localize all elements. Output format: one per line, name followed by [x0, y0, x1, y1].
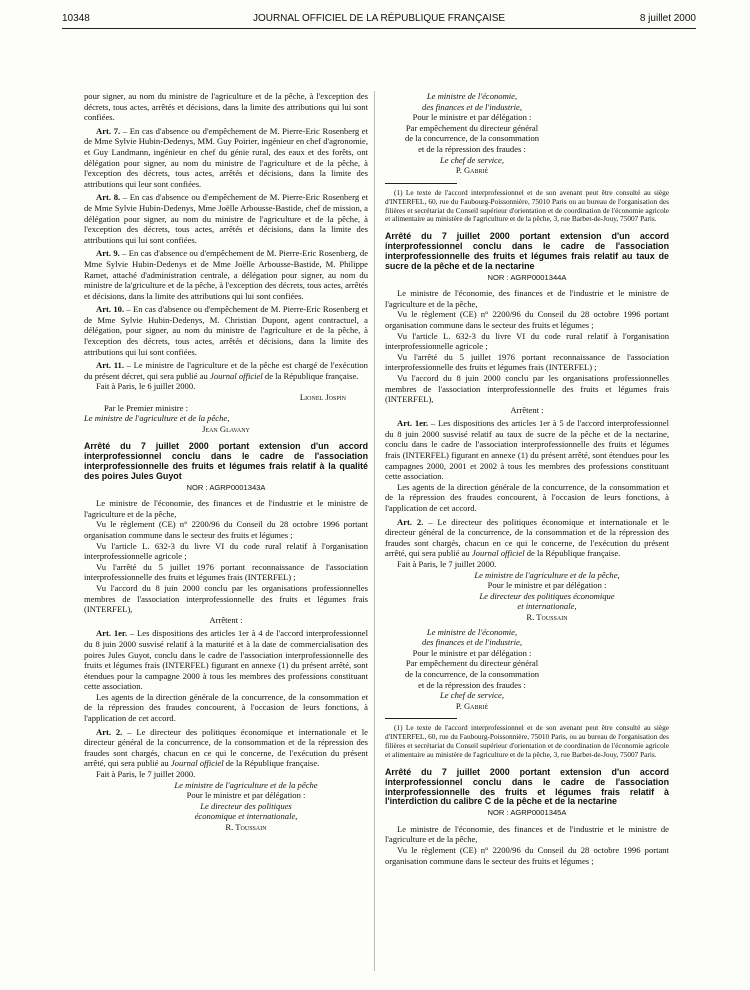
signature-title: Le ministre de l'économie, [426, 626, 518, 637]
article-text: – Le directeur des politiques économique et internationale et le directeur général de la concurrence, de la consommation et de la répression des fraudes sont chargés, chacun en ce qui le concerne, de l'exécution du présent arrêté, qui sera publié au [385, 516, 670, 559]
signature-block [385, 627, 669, 712]
signature-title: des finances et de l'industrie, [422, 637, 522, 648]
signature-line: Pour le ministre et par délégation : [186, 790, 306, 801]
paragraph: pour signer, au nom du ministre de l'agriculture et de la pêche, à l'exception des décrets, tous actes, arrêtés et décisions, dans la limite des attributions qui lui sont confiées. [84, 91, 368, 123]
signature-title: Le ministre de l'économie, [426, 91, 518, 101]
article-text: – En cas d'absence ou d'empêchement de M. Pierre-Eric Rosenberg et de Mme Sylvie Hubin-Dedenys, Mme Joëlle Arbousse-Bastide, chef de mission, a délégation pour signer, au nom du ministre de l'agriculture et de la pêche, à l'exception des décrets, tous actes, arrêtés et décisions, dans la limite des attributions qui lui sont confiées. [84, 192, 369, 245]
signature-line: Pour le ministre et par délégation : [487, 580, 607, 591]
signature-line: de la concurrence, de la consommation [404, 668, 540, 679]
signature-name: Lionel Jospin [299, 392, 346, 403]
signature-title: Le ministre de l'agriculture et de la pêche [174, 779, 318, 790]
done-at: Fait à Paris, le 7 juillet 2000. [96, 769, 196, 780]
paragraph: Le ministre de l'économie, des finances et de l'industrie et le ministre de l'agriculture et de la pêche, [385, 288, 669, 309]
signature-name: R. Toussain [526, 611, 568, 622]
paragraph: Vu l'article L. 632-3 du livre VI du code rural relatif à l'organisation interprofessionnelle agricole ; [385, 330, 669, 352]
paragraph: Vu l'accord du 8 juin 2000 conclu par les organisations professionnelles membres de l'association interprofessionnelle des fruits et légumes frais (INTERFEL), [385, 372, 669, 405]
paragraph: Vu le règlement (CE) n° 2200/96 du Conseil du 28 octobre 1996 portant organisation commune dans le secteur des fruits et légumes ; [385, 844, 669, 866]
signature-title: Le ministre de l'agriculture et de la pêche, [474, 569, 620, 580]
footnote-rule [385, 183, 457, 184]
signature-line: Pour le ministre et par délégation : [412, 112, 532, 123]
paragraph: Vu l'arrêté du 5 juillet 1976 portant reconnaissance de l'association interprofessionnelle des fruits et légumes frais (INTERFEL) ; [84, 561, 368, 583]
article-text: – Le ministre de l'agriculture et de la pêche est chargé de l'exécution du présent décret, qui sera publié au [84, 360, 368, 381]
article-1 [84, 628, 368, 692]
done-at: Fait à Paris, le 7 juillet 2000. [397, 559, 497, 569]
article-text: de la République française. [524, 548, 621, 559]
article-label: Art. 1er. [397, 418, 429, 429]
signature-line: Pour le ministre et par délégation : [412, 647, 532, 658]
signature-line: de la concurrence, de la consommation [404, 133, 540, 144]
arrete-title: Arrêté du 7 juillet 2000 portant extension d'un accord interprofessionnel conclu dans le cadre de l'association interprofessionnelle des fruits et légumes frais relatif au taux de sucre de la pêche et de la nectarine [385, 231, 669, 271]
paragraph: Vu le règlement (CE) n° 2200/96 du Conseil du 28 octobre 1996 portant organisation commune dans le secteur des fruits et légumes ; [84, 519, 368, 540]
footnote: (1) Le texte de l'accord interprofessionnel et de son avenant peut être consulté au siège d'INTERFEL, 60, rue du Faubourg-Poissonnière, 75010 Paris, ou au bureau de l'organisation des filières et secrétariat du Conseil supérieur d'orientation et de coordination de l'économie agricole et alimentaire au ministère de l'agriculture et de la pêche, 3, rue Barbet-de-Jouy, 75007 Paris. [385, 723, 669, 760]
nor-reference: NOR : AGRP0001345A [487, 808, 567, 818]
article-10 [84, 304, 368, 357]
article-label: Art. 1er. [96, 628, 128, 639]
article-text: – Les dispositions des articles 1er à 4 de l'accord interprofessionnel du 8 juin 2000 susvisé relatif à la maturité et à la date de commercialisation des poires Jules Guyot, conclu dans le cadre de l'association interprofessionnelle des fruits et légumes frais (INTERFEL) figurant en annexe (1) du présent arrêté, sont étendues pour la campagne 2000 à tous les membres des professions constituant cette association. [84, 628, 368, 692]
paragraph: Vu l'accord du 8 juin 2000 conclu par les organisations professionnelles membres de l'association interprofessionnelle des fruits et légumes frais (INTERFEL), [84, 582, 368, 615]
paragraph: Le ministre de l'économie, des finances et de l'industrie et le ministre de l'agriculture et de la pêche, [385, 823, 669, 845]
header-rule [62, 28, 696, 29]
article-text: – En cas d'absence ou d'empêchement de M. Pierre-Eric Rosenberg et de Mme Sylvie Hubin-Dedenys, M. Christian Dupont, agent contractuel, a délégation, pour signer, au nom du ministre de l'agriculture et de la pêche, à l'exception des décrets, tous actes, arrêtés et décisions, dans la limite des attributions qui lui sont confiées. [84, 304, 368, 357]
journal-title: JOURNAL OFFICIEL DE LA RÉPUBLIQUE FRANÇAISE [252, 13, 506, 24]
article-label: Art. 7. [96, 125, 121, 136]
article-text: – Les dispositions des articles 1er à 5 de l'accord interprofessionnel du 8 juin 2000 susvisé relatif au taux de sucre de la pêche et de la nectarine, conclu dans le cadre de l'association interprofessionnelle des fruits et légumes frais (INTERFEL) figurant en annexe (1) du présent arrêté, sont étendues pour les campagnes 2000, 2001 et 2002 à tous les membres des professions constituant cette association. [385, 418, 669, 482]
article-label: Art. 9. [96, 248, 120, 259]
signature-line: et de la répression des fraudes : [418, 143, 526, 154]
footnote: (1) Le texte de l'accord interprofessionnel et de son avenant peut être consulté au siège d'INTERFEL, 60, rue du Faubourg-Poissonnière, 75010 Paris ou au bureau de l'organisation des filières et secrétariat du Conseil supérieur d'orientation et de coordination de l'économie agricole et alimentaire au ministère de l'agriculture et de la pêche, 3, rue Barbet-de-Jouy, 75007 Paris. [385, 187, 669, 224]
signature-title: Le ministre de l'agriculture et de la pêche, [84, 413, 230, 424]
article-text: – En cas d'absence ou d'empêchement de M. Pierre-Eric Rosenberg et de Mme Sylvie Hubin-Dedenys, MM. Guy Poirier, ingénieur en chef d'agronomie, et Guy Landmann, ingénieur en chef du génie rural, des eaux et des forêts, ont délégation pour signer, au nom du ministre de l'agriculture et de la pêche, à l'exception des décrets, tous actes, arrêtés et décisions, dans la limite des attributions qui leur sont confiées. [84, 125, 369, 189]
nor-reference: NOR : AGRP0001344A [487, 272, 567, 282]
issue-date: 8 juillet 2000 [639, 13, 696, 24]
article-text: de la République française. [262, 370, 359, 381]
signature-title: et internationale, [517, 601, 577, 612]
article-label: Art. 10. [96, 304, 125, 315]
signature-title: des finances et de l'industrie, [422, 101, 522, 112]
journal-name: Journal officiel [170, 758, 224, 769]
page-header [62, 13, 696, 29]
signature-title: Le directeur des politiques économique [479, 590, 615, 601]
signature-title: Le chef de service, [440, 154, 504, 165]
article-text: – En cas d'absence ou d'empêchement de M. Pierre-Eric Rosenberg, de Mme Sylvie Hubin-Dedenys et de Mme Joëlle Arbousse-Bastide, M. Philippe Ramet, attaché d'administration centrale, a délégation pour signer, au nom du ministre de la'griculture et de la pêche, à l'exception des décrets, tous actes, arrêtés et décisions, dans la limite des attributions qui lui sont confiées. [84, 248, 369, 301]
signature-name: P. Gabrié [455, 700, 489, 711]
article-1 [385, 418, 669, 482]
footnote-rule [385, 718, 457, 719]
article-label: Art. 2. [96, 726, 123, 737]
right-column [385, 91, 669, 866]
article-9 [84, 248, 368, 301]
signature-line: Par empêchement du directeur général [405, 658, 539, 669]
signature-name: Jean Glavany [202, 423, 250, 434]
paragraph: Vu le règlement (CE) n° 2200/96 du Conseil du 28 octobre 1996 portant organisation commune dans le secteur des fruits et légumes ; [385, 309, 669, 330]
article-text: – Le directeur des politiques économique et internationale et le directeur général de la concurrence, de la consommation et de la répression des fraudes sont chargés, chacun en ce qui le concerne, de l'exécution du présent arrêté, qui sera publié au [84, 726, 369, 769]
article-2 [84, 727, 368, 769]
signature-title: Le chef de service, [440, 690, 504, 701]
journal-name: Journal officiel [471, 548, 525, 559]
arrete-title: Arrêté du 7 juillet 2000 portant extension d'un accord interprofessionnel conclu dans le cadre de l'association interprofessionnelle des fruits et légumes frais relatif à l'interdiction du calibre C de la pêche et de la nectarine [385, 766, 669, 807]
paragraph: Vu l'article L. 632-3 du livre VI du code rural relatif à l'organisation interprofessionnelle agricole ; [84, 540, 368, 562]
article-label: Art. 11. [96, 360, 124, 371]
signature-name: P. Gabrié [455, 165, 489, 176]
article-8 [84, 192, 368, 245]
journal-name: Journal officiel [210, 370, 263, 381]
arrete-title: Arrêté du 7 juillet 2000 portant extension d'un accord interprofessionnel conclu dans le cadre de l'association interprofessionnelle des fruits et légumes frais relatif à la qualité des poires Jules Guyot [84, 441, 368, 481]
page-number: 10348 [62, 13, 90, 24]
signature-line: et de la répression des fraudes : [418, 679, 526, 690]
article-11 [84, 360, 368, 381]
signature-line: Par empêchement du directeur général [405, 122, 539, 133]
signature-title: Le directeur des politiques [200, 800, 292, 811]
article-text: de la République française. [223, 758, 320, 769]
signature-block [385, 91, 669, 176]
signature-line: Par le Premier ministre : [104, 402, 189, 413]
arretent: Arrêtent : [510, 404, 544, 415]
column-divider [374, 91, 375, 971]
article-2 [385, 517, 669, 559]
paragraph: Les agents de la direction générale de la concurrence, de la consommation et de la répression des fraudes concourent, à l'occasion de leurs fonctions, à l'application de cet accord. [385, 481, 669, 514]
article-label: Art. 8. [96, 192, 121, 203]
paragraph: Les agents de la direction générale de la concurrence, de la consommation et de la répression des fraudes concourent, à l'occasion de leurs fonctions, à l'application de cet accord. [84, 691, 368, 724]
arretent: Arrêtent : [209, 614, 243, 625]
signature-name: R. Toussain [225, 822, 267, 832]
done-at: Fait à Paris, le 6 juillet 2000. [96, 381, 196, 392]
nor-reference: NOR : AGRP0001343A [186, 482, 266, 492]
article-7 [84, 126, 368, 190]
left-column [84, 91, 368, 833]
article-label: Art. 2. [397, 516, 424, 527]
paragraph: Vu l'arrêté du 5 juillet 1976 portant reconnaissance de l'association interprofessionnelle des fruits et légumes frais (INTERFEL) ; [385, 351, 669, 373]
paragraph: Le ministre de l'économie, des finances et de l'industrie et le ministre de l'agriculture et de la pêche, [84, 498, 368, 519]
signature-title: économique et internationale, [194, 811, 298, 822]
